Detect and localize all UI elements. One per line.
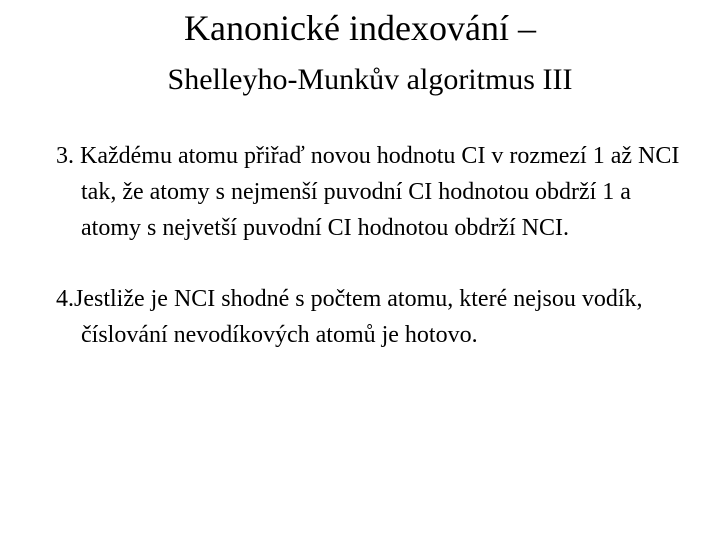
slide-subtitle: Shelleyho-Munkův algoritmus III [167,63,573,96]
list-item-step-3: 3. Každému atomu přiřaď novou hodnotu CI v rozmezí 1 až NCI tak, že atomy s nejmenší puvodní CI hodnotou obdrží 1 a atomy s nejvetší puvodní CI hodnotou obdrží NCI. [56,143,680,241]
list-item-step-4: 4.Jestliže je NCI shodné s počtem atomu, které nejsou vodík, číslování nevodíkových atomů je hotovo. [56,286,643,348]
slide-body [56,138,696,353]
slide-title: Kanonické indexování – [184,8,536,48]
